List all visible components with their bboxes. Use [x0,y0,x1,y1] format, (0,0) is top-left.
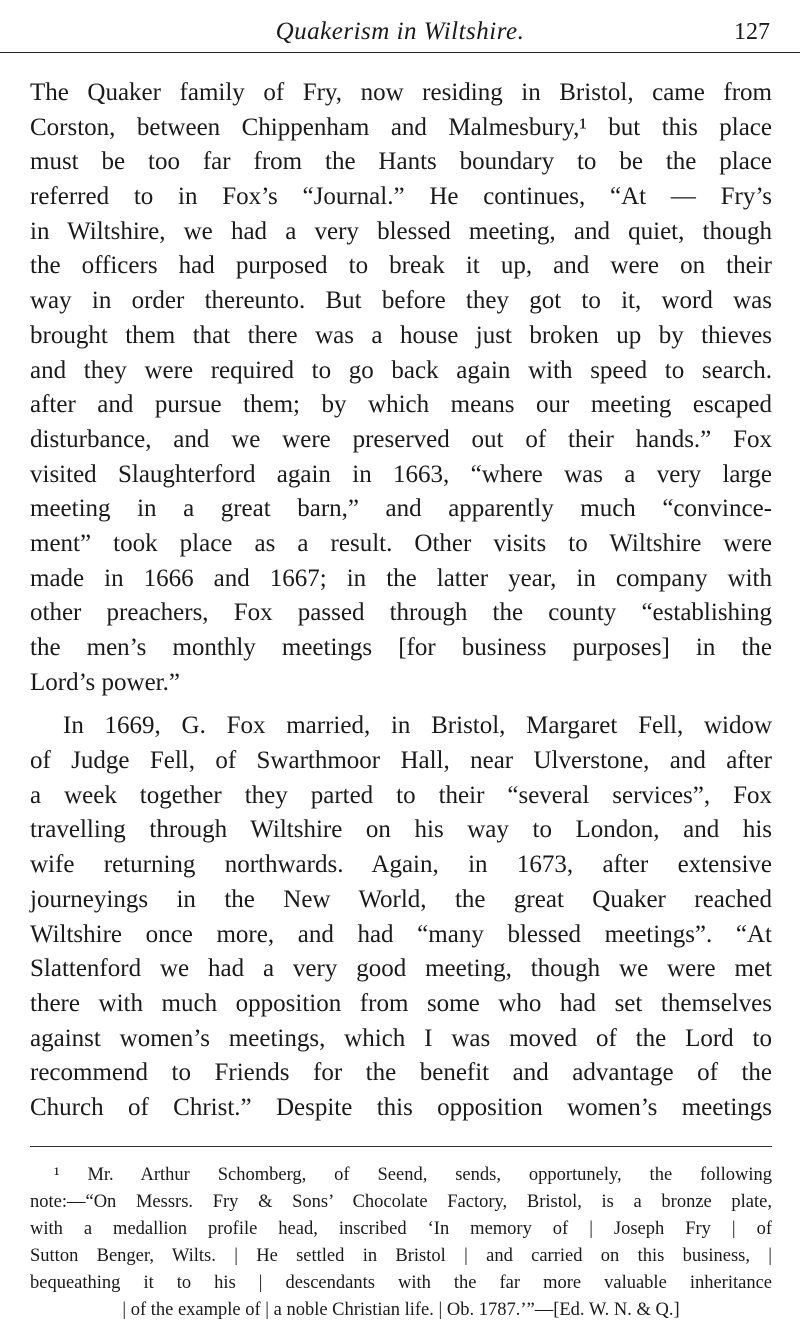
footnote-line: Sutton Benger, Wilts. | He settled in Bristol | and carried on this business, | [30,1246,772,1266]
text-line: Slattenford we had a very good meeting, though we were met [30,955,772,983]
body-text [30,76,772,1126]
text-line: a week together they parted to their “several services”, Fox [30,781,772,809]
paragraph-gap [30,700,772,709]
running-head [0,12,800,52]
header-rule [0,52,800,53]
text-line: ment” took place as a result. Other visits to Wiltshire were [30,529,772,557]
text-line: of Judge Fell, of Swarthmoor Hall, near Ulverstone, and after [30,747,772,775]
text-line: meeting in a great barn,” and apparently much “convince- [30,495,772,523]
text-line: in Wiltshire, we had a very blessed meeting, and quiet, though [30,217,772,245]
footnote-line: ¹ Mr. Arthur Schomberg, of Seend, sends, opportunely, the following [54,1165,772,1185]
footnote-line: with a medallion profile head, inscribed ‘In memory of | Joseph Fry | of [30,1219,772,1239]
footnote-line: note:—“On Messrs. Fry & Sons’ Chocolate Factory, Bristol, is a bronze plate, [30,1192,772,1212]
text-line: disturbance, and we were preserved out of their hands.” Fox [30,425,772,453]
text-line: way in order thereunto. But before they got to it, word was [30,287,772,315]
text-line: Wiltshire once more, and had “many blessed meetings”. “At [30,920,772,948]
text-line: the men’s monthly meetings [for business purposes] in the [30,634,772,661]
footnote-line: bequeathing it to his | descendants with the far more valuable inheritance [30,1273,772,1293]
page-number: 127 [734,19,770,45]
text-line: Lord’s power.” [30,668,180,696]
text-line: and they were required to go back again with speed to search. [30,356,772,384]
text-line: made in 1666 and 1667; in the latter year, in company with [30,564,772,592]
footnote [30,1162,772,1324]
text-line: wife returning northwards. Again, in 1673, after extensive [30,851,772,879]
text-line: recommend to Friends for the benefit and advantage of the [30,1059,772,1087]
footnote-rule [30,1146,772,1147]
text-line: the officers had purposed to break it up, and were on their [30,252,772,280]
text-line: travelling through Wiltshire on his way to London, and his [30,816,772,844]
text-line: against women’s meetings, which I was moved of the Lord to [30,1024,772,1052]
text-line: In 1669, G. Fox married, in Bristol, Margaret Fell, widow [63,712,772,740]
text-line: Church of Christ.” Despite this opposition women’s meetings [30,1093,772,1121]
text-line: The Quaker family of Fry, now residing in Bristol, came from [30,79,772,106]
text-line: referred to in Fox’s “Journal.” He continues, “At — Fry’s [30,183,772,211]
text-line: Corston, between Chippenham and Malmesbury,¹ but this place [30,113,772,141]
text-line: journeyings in the New World, the great Quaker reached [30,885,772,913]
text-line: visited Slaughterford again in 1663, “where was a very large [30,460,772,488]
text-line: brought them that there was a house just broken up by thieves [30,321,772,349]
footnote-line: | of the example of | a noble Christian life. | Ob. 1787.’”—[Ed. W. N. & Q.] [122,1300,680,1320]
text-line: there with much opposition from some who had set themselves [30,989,772,1017]
text-line: must be too far from the Hants boundary to be the place [30,148,772,176]
text-line: after and pursue them; by which means our meeting escaped [30,391,772,419]
text-line: other preachers, Fox passed through the county “establishing [30,599,772,627]
running-title: Quakerism in Wiltshire. [275,18,525,45]
